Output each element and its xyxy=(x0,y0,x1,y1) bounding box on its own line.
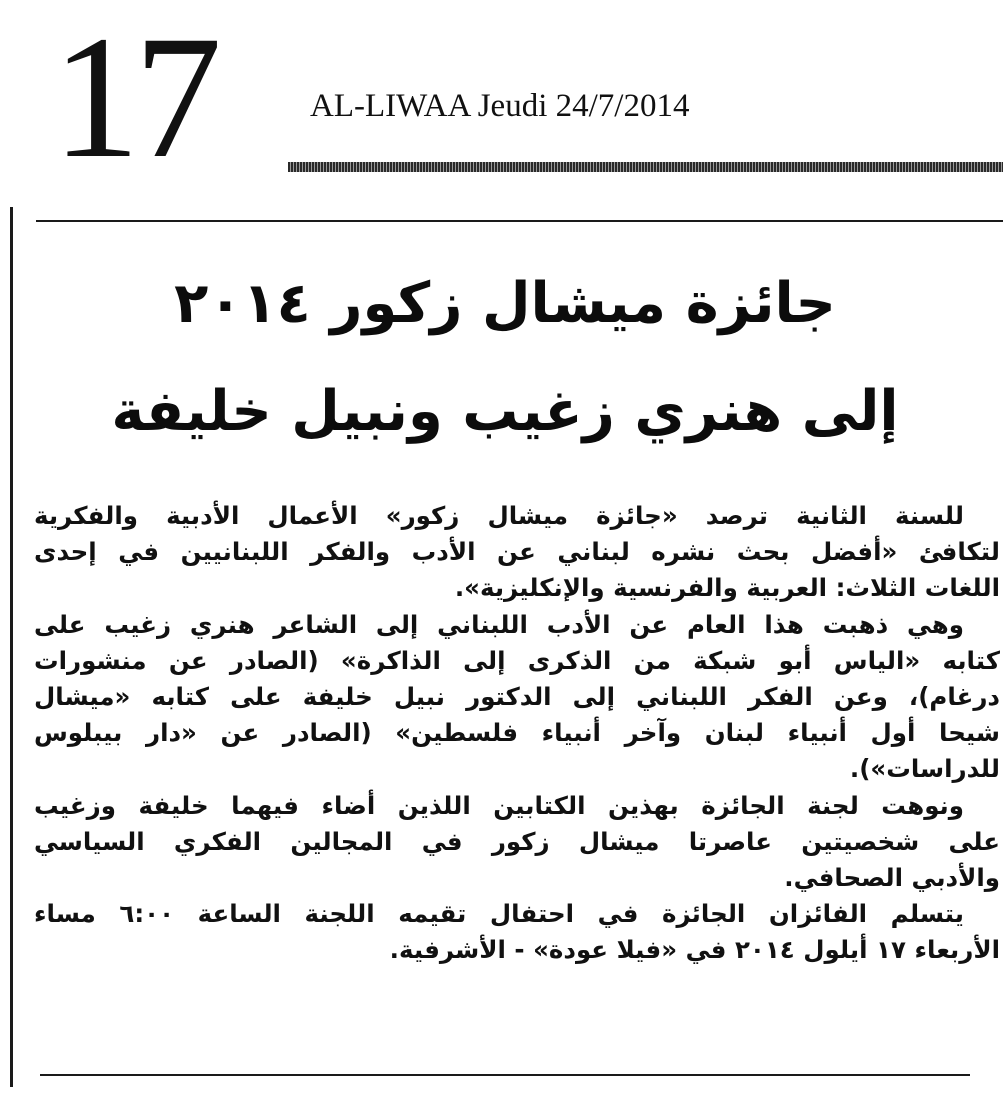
article-line: والأدبي الصحافي. xyxy=(784,862,1000,892)
article-bottom-rule xyxy=(40,1074,970,1076)
article-line: اللغات الثلاث: العربية والفرنسية والإنكليزية». xyxy=(454,573,1000,603)
article-line: يتسلم الفائزان الجائزة في احتفال تقيمه اللجنة الساعة ٦:٠٠ مساء xyxy=(34,899,964,929)
article-left-border xyxy=(10,207,13,1087)
article-top-rule xyxy=(36,220,1003,222)
article-line: للسنة الثانية ترصد «جائزة ميشال زكور» الأعمال الأدبية والفكرية xyxy=(34,501,964,530)
headline-line-1: جائزة ميشال زكور ٢٠١٤ xyxy=(174,271,836,336)
article-line: للدراسات»). xyxy=(849,754,1000,784)
article-line: ونوهت لجنة الجائزة بهذين الكتابين اللذين أضاء فيهما خليفة وزغيب xyxy=(34,790,964,820)
headline-line-2: إلى هنري زغيب ونبيل خليفة xyxy=(111,379,899,444)
article-line: شيحا أول أنبياء لبنان وآخر أنبياء فلسطين» (الصادر عن «دار بيبلوس xyxy=(34,718,1000,748)
article-body xyxy=(34,498,1000,968)
article-line: كتابه «الياس أبو شبكة من الذكرى إلى الذاكرة» (الصادر عن منشورات xyxy=(34,645,1000,675)
article-line: على شخصيتين عاصرتا ميشال زكور في المجالين الفكري السياسي xyxy=(34,826,1000,856)
article-line: درغام)، وعن الفكر اللبناني إلى الدكتور نبيل خليفة على كتابه «ميشال xyxy=(34,681,1000,711)
masthead: AL-LIWAA Jeudi 24/7/2014 xyxy=(310,88,690,124)
article-line: وهي ذهبت هذا العام عن الأدب اللبناني إلى الشاعر هنري زغيب على xyxy=(34,609,964,639)
page-number: 17 xyxy=(52,0,216,195)
masthead-rule xyxy=(288,162,1003,172)
article-line: الأربعاء ١٧ أيلول ٢٠١٤ في «فيلا عودة» - الأشرفية. xyxy=(389,935,1000,965)
article-line: لتكافئ «أفضل بحث نشره لبناني عن الأدب والفكر اللبنانيين في إحدى xyxy=(34,537,1000,567)
